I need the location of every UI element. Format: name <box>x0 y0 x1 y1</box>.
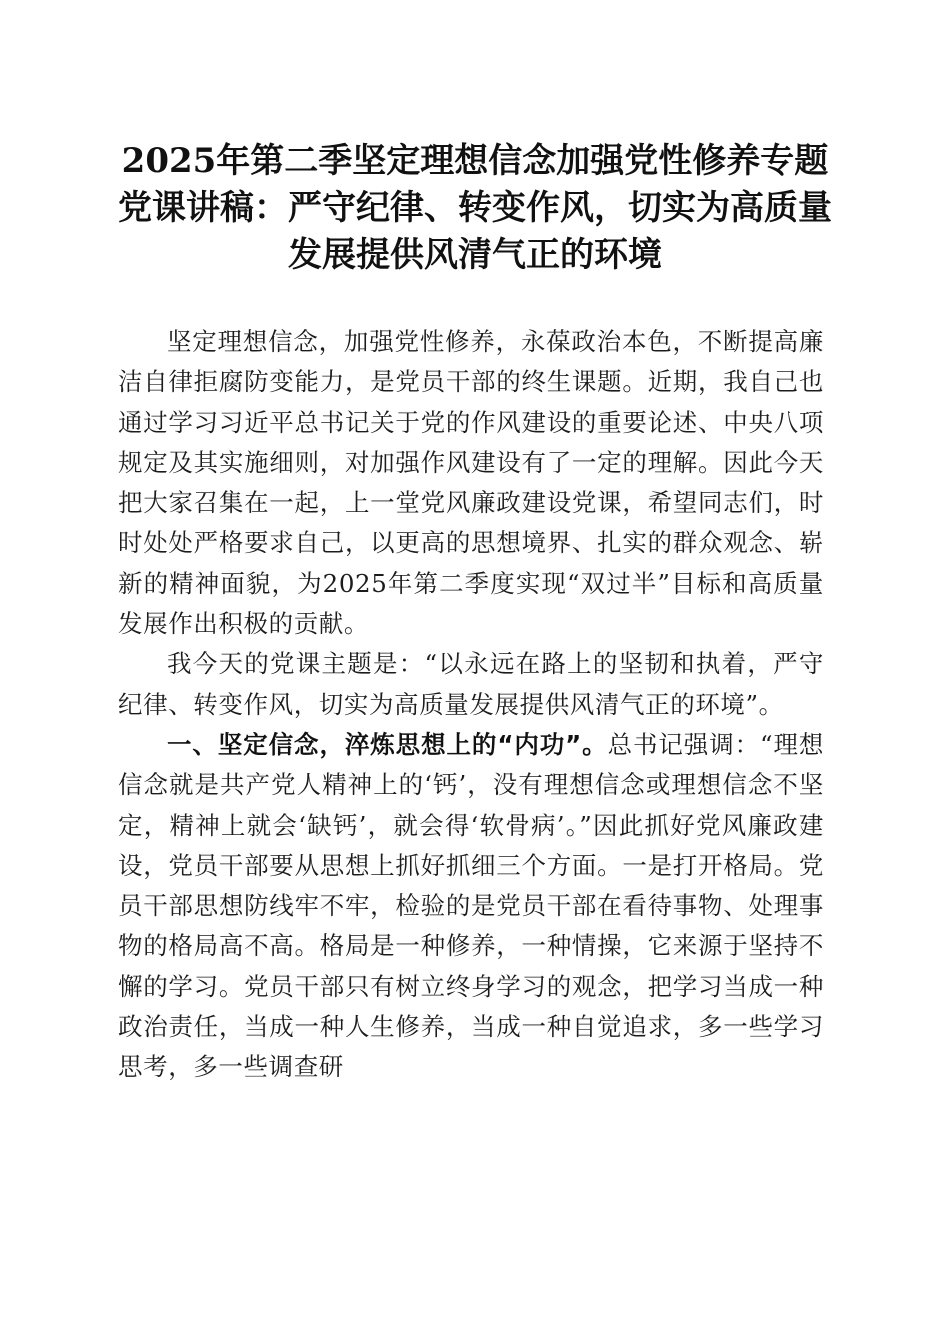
document-title: 2025年第二季坚定理想信念加强党性修养专题党课讲稿：严守纪律、转变作风，切实为高质量发展提供风清气正的环境 <box>118 141 832 275</box>
intro-paragraph: 坚定理想信念，加强党性修养，永葆政治本色，不断提高廉洁自律拒腐防变能力，是党员干部的终生课题。近期，我自己也通过学习习近平总书记关于党的作风建设的重要论述、中央八项规定及其实施细则，对加强作风建设有了一定的理解。因此今天把大家召集在一起，上一堂党风廉政建设党课，希望同志们，时时处处严格要求自己，以更高的思想境界、扎实的群众观念、崭新的精神面貌，为2025年第二季度实现“双过半”目标和高质量发展作出积极的贡献。 <box>118 327 824 639</box>
theme-paragraph: 我今天的党课主题是：“以永远在路上的坚韧和执着，严守纪律、转变作风，切实为高质量发展提供风清气正的环境”。 <box>118 649 824 719</box>
document-body <box>118 322 824 1088</box>
section-one-paragraph <box>118 725 824 1088</box>
section-one-text: 总书记强调：“理想信念就是共产党人精神上的‘钙’，没有理想信念或理想信念不坚定，精神上就会‘缺钙’，就会得‘软骨病’。”因此抓好党风廉政建设，党员干部要从思想上抓好抓细三个方面。一是打开格局。党员干部思想防线牢不牢，检验的是党员干部在看待事物、处理事物的格局高不高。格局是一种修养，一种情操，它来源于坚持不懈的学习。党员干部只有树立终身学习的观念，把学习当成一种政治责任，当成一种人生修养，当成一种自觉追求，多一些学习思考，多一些调查研 <box>118 729 824 1082</box>
section-one-heading: 一、坚定信念，淬炼思想上的“内功”。 <box>167 729 608 759</box>
